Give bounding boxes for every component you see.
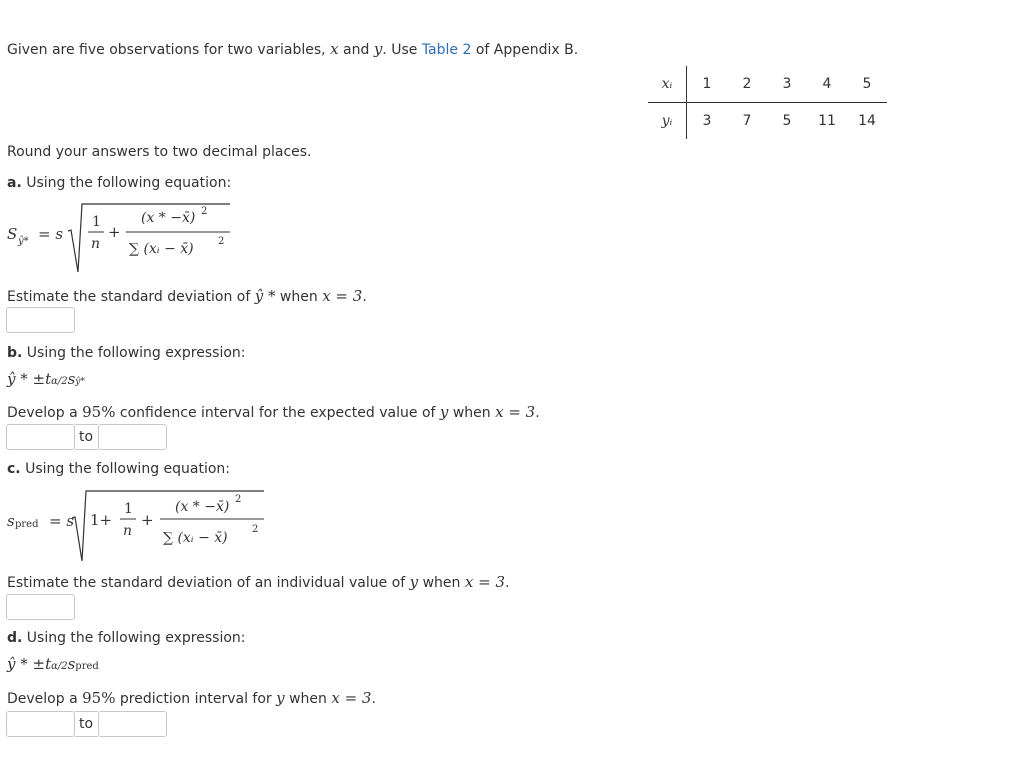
round-instruction: Round your answers to two decimal places. — [7, 144, 312, 160]
y-header: yᵢ — [648, 103, 687, 140]
part-d-percent: 95% — [82, 689, 116, 707]
part-a-heading-text: Using the following equation: — [21, 175, 232, 191]
part-b-expr-s-sub: ŷ* — [75, 377, 85, 387]
plus-sign: + — [141, 511, 154, 529]
frac2-den-sq: 2 — [252, 524, 259, 535]
frac2-num: (x * −x̄) — [141, 210, 196, 226]
part-d-upper-input[interactable] — [98, 711, 167, 737]
part-d-question-when: when — [284, 691, 332, 707]
part-a-heading — [7, 175, 231, 191]
intro-text-after: of Appendix B. — [471, 42, 579, 58]
frac1-den: n — [91, 236, 101, 252]
x-value: 4 — [807, 66, 847, 103]
part-b-question-end: . — [535, 405, 540, 421]
formula-c-label: s — [7, 512, 15, 530]
part-b-upper-input[interactable] — [98, 424, 167, 450]
x-equals-3: x = 3 — [322, 287, 363, 305]
part-a-question-when: when — [275, 289, 323, 305]
yhat-star: ŷ * — [254, 287, 276, 305]
part-d-heading-text: Using the following expression: — [22, 630, 246, 646]
intro-text-mid: . Use — [382, 42, 422, 58]
part-b-question-before: Develop a — [7, 405, 83, 421]
formula-a-label: S — [7, 225, 18, 243]
part-d-lower-input[interactable] — [6, 711, 75, 737]
part-c-letter: c. — [7, 461, 21, 477]
part-a-question — [7, 287, 367, 305]
part-b-expr-sub: α/2 — [51, 376, 68, 387]
formula-a — [4, 200, 244, 274]
frac2-num-sq: 2 — [235, 494, 242, 505]
part-d-question-before: Develop a — [7, 691, 83, 707]
part-b-expression — [7, 370, 85, 388]
frac2-num: (x * −x̄) — [175, 499, 230, 515]
part-d-expr-s: s — [67, 655, 76, 673]
part-d-question — [7, 689, 376, 707]
part-b-heading — [7, 345, 245, 361]
part-a-letter: a. — [7, 175, 22, 191]
x-equals-3: x = 3 — [331, 689, 372, 707]
part-c-question-when: when — [418, 575, 465, 591]
x-equals-3: x = 3 — [495, 403, 536, 421]
y-value: 11 — [818, 113, 836, 129]
x-value: 1 — [687, 66, 728, 103]
plus-sign: + — [108, 223, 121, 241]
part-d-expr-s-sub: pred — [75, 661, 99, 672]
frac2-num-sq: 2 — [201, 206, 208, 217]
intro-and: and — [338, 42, 374, 58]
formula-c-eq: = s — [49, 512, 75, 530]
intro-text — [7, 40, 578, 58]
frac2-den: ∑ (xᵢ − x̄) — [129, 241, 194, 257]
part-c-heading-text: Using the following equation: — [20, 461, 231, 477]
var-y: y — [439, 403, 449, 421]
part-b-expr-s: s — [67, 370, 76, 388]
part-d-letter: d. — [7, 630, 23, 646]
part-a-answer-input[interactable] — [6, 307, 75, 333]
y-value: 7 — [742, 113, 752, 129]
x-value: 2 — [727, 66, 767, 103]
var-y: y — [373, 40, 383, 58]
observations-table — [648, 66, 887, 139]
part-c-question — [7, 573, 509, 591]
part-c-question-before: Estimate the standard deviation of an individual value of — [7, 575, 410, 591]
x-header: xᵢ — [648, 66, 687, 103]
y-value: 5 — [782, 113, 792, 129]
frac1-num: 1 — [124, 501, 133, 517]
var-y: y — [276, 689, 285, 707]
part-d-heading — [7, 630, 245, 646]
part-b-expr: ŷ * ±t — [7, 370, 52, 388]
x-value: 5 — [847, 66, 887, 103]
part-a-question-before: Estimate the standard deviation of — [7, 289, 255, 305]
formula-a-sub: ŷ* — [18, 236, 29, 247]
frac2-den-sq: 2 — [218, 236, 225, 247]
frac2-den: ∑ (xᵢ − x̄) — [163, 530, 228, 546]
part-b-lower-input[interactable] — [6, 424, 75, 450]
part-d-expr: ŷ * ±t — [7, 655, 52, 673]
part-b-question — [7, 403, 540, 421]
part-b-question-when: when — [448, 405, 496, 421]
y-value: 14 — [858, 113, 876, 129]
frac1-den: n — [123, 523, 133, 539]
part-c-question-end: . — [504, 575, 510, 591]
part-c-heading — [7, 461, 230, 477]
part-d-question-mid: prediction interval for — [115, 691, 277, 707]
formula-c — [4, 487, 274, 563]
y-value: 3 — [702, 113, 712, 129]
part-d-question-end: . — [371, 691, 376, 707]
x-row — [648, 66, 887, 103]
var-x: x — [330, 40, 339, 58]
var-y: y — [409, 573, 419, 591]
formula-a-eq: = s — [38, 225, 64, 243]
part-b-percent: 95% — [82, 403, 116, 421]
part-b-heading-text: Using the following expression: — [22, 345, 246, 361]
part-a-question-end: . — [362, 289, 367, 305]
one-plus: 1+ — [90, 511, 113, 529]
table-2-link[interactable]: Table 2 — [421, 42, 472, 58]
part-d-expression — [7, 655, 99, 673]
frac1-num: 1 — [92, 214, 101, 230]
part-b-question-mid: confidence interval for the expected value of — [115, 405, 440, 421]
x-value: 3 — [767, 66, 807, 103]
intro-text-before: Given are five observations for two variables, — [7, 42, 331, 58]
part-b-letter: b. — [7, 345, 23, 361]
part-b-to-label: to — [79, 429, 94, 445]
formula-c-sub: pred — [15, 519, 39, 530]
x-equals-3: x = 3 — [464, 573, 505, 591]
part-d-to-label: to — [79, 716, 94, 732]
part-d-expr-sub: α/2 — [51, 661, 68, 672]
y-row — [648, 103, 887, 140]
part-c-answer-input[interactable] — [6, 594, 75, 620]
